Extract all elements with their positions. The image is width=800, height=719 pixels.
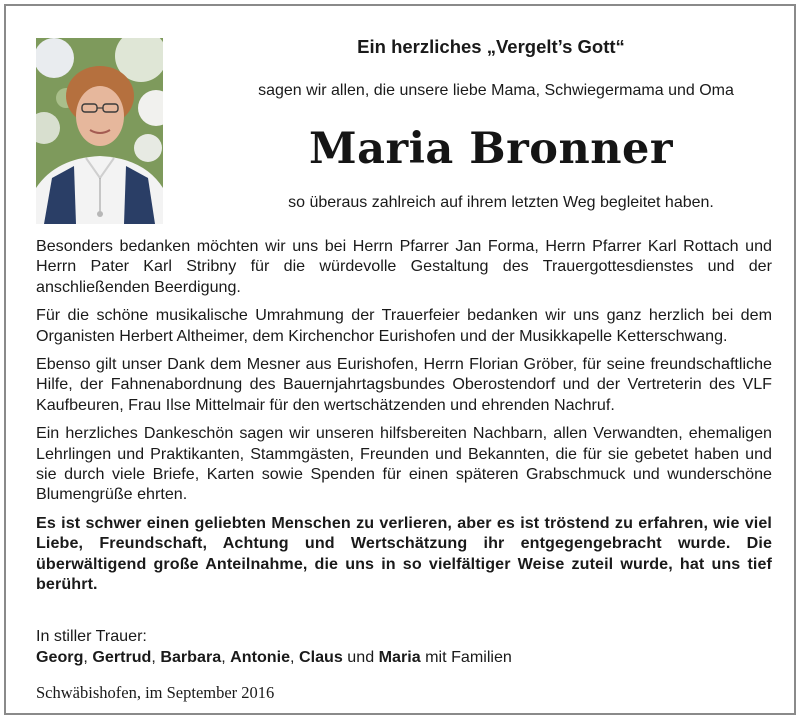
- obituary-card: [4, 4, 796, 715]
- mourners-line: [36, 647, 772, 668]
- portrait-image: [36, 38, 163, 224]
- mourner-name: Gertrud: [92, 647, 152, 666]
- mourner-name: Barbara: [160, 647, 222, 666]
- thanks-heading: Ein herzliches „Vergelt’s Gott“: [357, 36, 625, 57]
- thanks-text: [36, 236, 772, 603]
- separator: ,: [151, 647, 161, 666]
- mourner-name: Maria: [378, 647, 421, 666]
- conjunction: und: [342, 647, 379, 666]
- mourner-name: Claus: [299, 647, 343, 666]
- separator: ,: [290, 647, 299, 666]
- separator: ,: [221, 647, 231, 666]
- mourners-block: [36, 626, 772, 667]
- portrait-photo: [36, 38, 163, 224]
- intro-line-continued: so überaus zahlreich auf ihrem letzten Weg begleitet haben.: [288, 194, 714, 211]
- paragraph-closing-bold: Es ist schwer einen geliebten Menschen zu verlieren, aber es ist tröstend zu erfahren, wie viel Liebe, Freundschaft, Achtung und Wertschätzung ihr entgegengebracht wurde. Die überwältigend große Anteilnahme, die uns in so vielfältiger Weise zuteil wurde, hat uns tief berührt.: [36, 513, 772, 594]
- mourner-name: Georg: [36, 647, 84, 666]
- intro-line: sagen wir allen, die unsere liebe Mama, Schwiegermama und Oma: [258, 82, 734, 99]
- paragraph-neighbors: Ein herzliches Dankeschön sagen wir unseren hilfsbereiten Nachbarn, allen Verwandten, ehemaligen Lehrlingen und Praktikanten, Stammgästen, Freunden und Bekannten, die für sie gebetet haben und sie durch viele Briefe, Karten sowie Spenden für einen späteren Grabschmuck und wunderschöne Blumengrüße ehrten.: [36, 424, 772, 504]
- paragraph-mesner: Ebenso gilt unser Dank dem Mesner aus Eurishofen, Herrn Florian Gröber, für seine freundschaftliche Hilfe, der Fahnenabordnung des Bauernjahrtagsbundes Oberostendorf und der Vertreterin des VLF Kaufbeuren, Frau Ilse Mittelmair für den wertschätzenden und ehrenden Nachruf.: [36, 355, 772, 414]
- mourning-intro: In stiller Trauer:: [36, 627, 147, 645]
- paragraph-music: Für die schöne musikalische Umrahmung der Trauerfeier bedanken wir uns ganz herzlich bei dem Organisten Herbert Altheimer, dem Kirchenchor Eurishofen und der Musikkapelle Ketterschwang.: [36, 306, 772, 345]
- place-date: Schwäbishofen, im September 2016: [36, 683, 275, 702]
- families-suffix: mit Familien: [420, 647, 512, 666]
- deceased-name: Maria Bronner: [308, 124, 673, 174]
- mourner-name: Antonie: [230, 647, 291, 666]
- separator: ,: [83, 647, 93, 666]
- paragraph-clergy: Besonders bedanken möchten wir uns bei Herrn Pfarrer Jan Forma, Herrn Pfarrer Karl Rottach und Herrn Pater Karl Stribny für die würdevolle Gestaltung des Trauergottesdienstes und der anschließenden Beerdigung.: [36, 237, 772, 296]
